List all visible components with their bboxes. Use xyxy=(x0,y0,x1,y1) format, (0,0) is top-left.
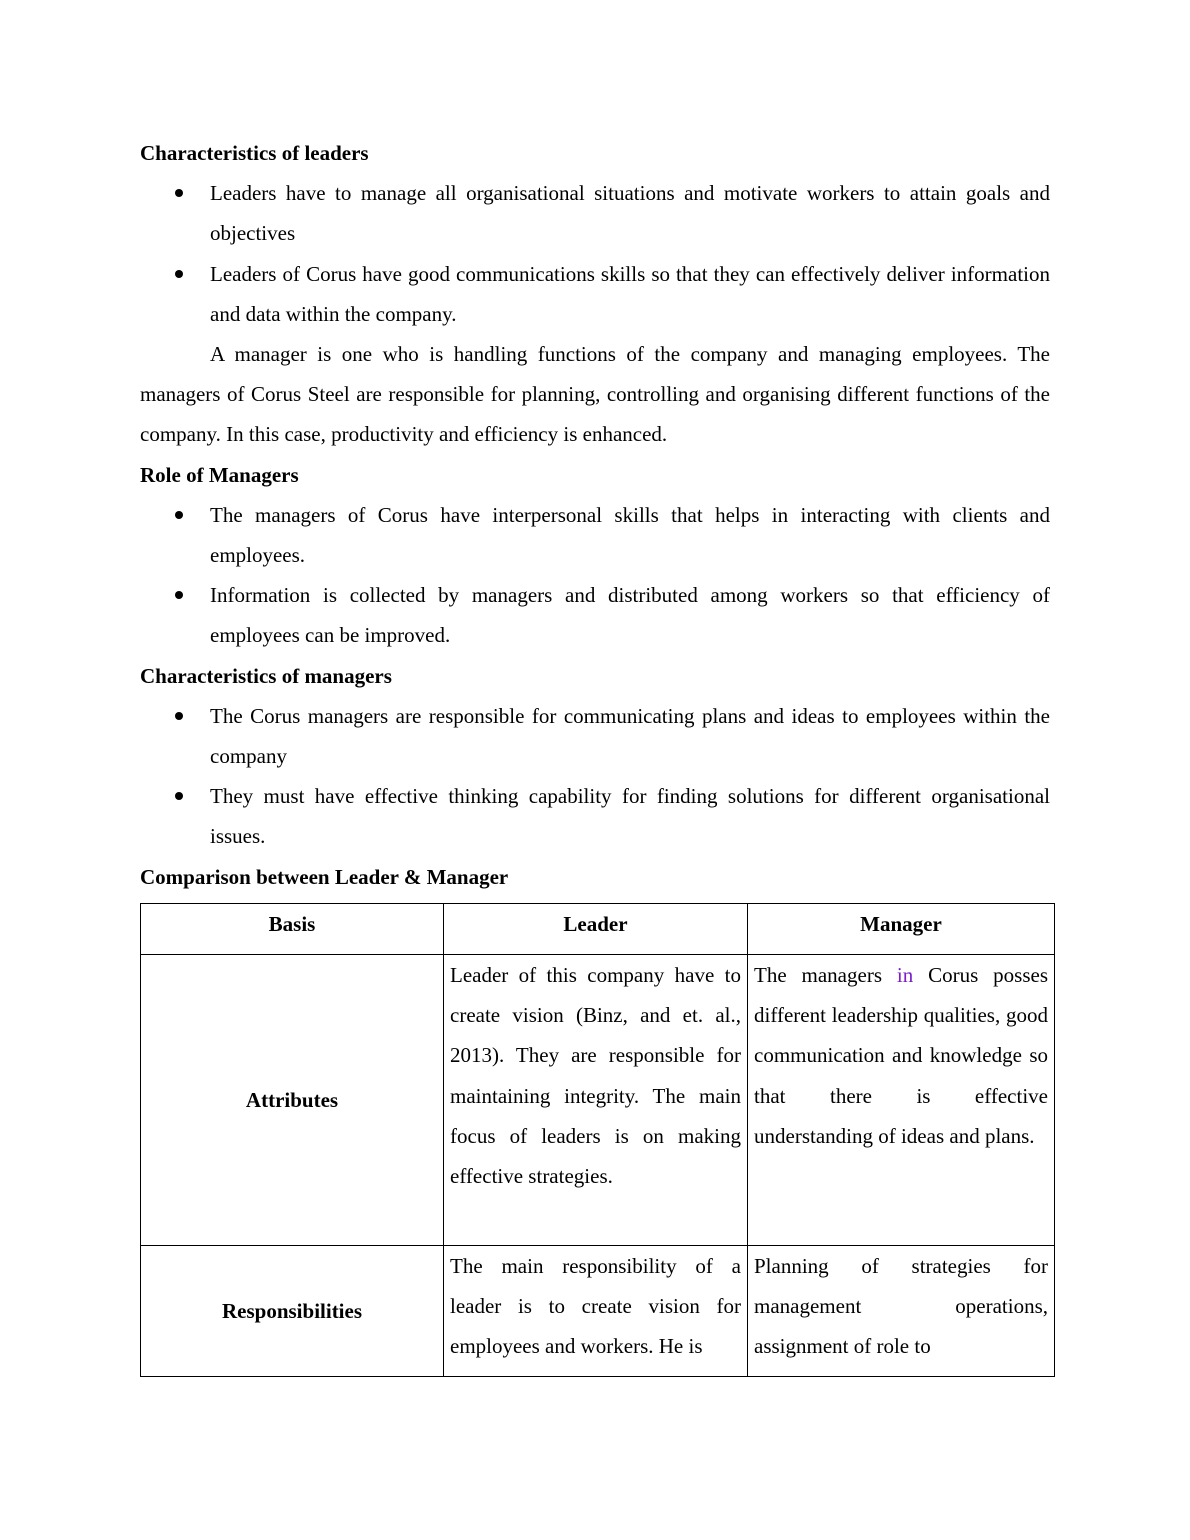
bullet-icon xyxy=(175,511,183,519)
list-item xyxy=(140,254,1050,334)
managers-characteristics-heading: Characteristics of managers xyxy=(140,663,392,688)
manager-cell xyxy=(748,955,1055,1246)
manager-text-start: The managers xyxy=(754,963,897,988)
list-item-text: Information is collected by managers and distributed among workers so that efficiency of employees can be improved. xyxy=(210,583,1050,648)
manager-text-end: Corus posses different leadership qualities, good communication and knowledge so that there is effective understanding of ideas and plans. xyxy=(754,963,1048,1148)
leaders-characteristics-heading: Characteristics of leaders xyxy=(140,141,369,165)
manager-cell-text: Planning of strategies for management operations, assignment of role to xyxy=(754,1254,1048,1359)
list-item-text: Leaders of Corus have good communications skills so that they can effectively deliver information and data within the company. xyxy=(210,261,1050,326)
basis-cell: Responsibilities xyxy=(141,1246,444,1377)
list-item xyxy=(140,495,1050,575)
list-item-text: The managers of Corus have interpersonal skills that helps in interacting with clients and employees. xyxy=(210,502,1050,568)
highlighted-word: in xyxy=(896,963,914,988)
bullet-icon xyxy=(175,591,183,599)
list-item xyxy=(140,575,1050,655)
header-manager: Manager xyxy=(748,903,1055,954)
leaders-bullet-list xyxy=(140,173,1050,334)
leader-cell: Leader of this company have to create vision (Binz, and et. al., 2013). They are responsible for maintaining integrity. The main focus of leaders is on making effective strategies. xyxy=(444,955,748,1246)
bullet-icon xyxy=(175,189,183,197)
manager-cell xyxy=(748,1246,1055,1377)
list-item-text: They must have effective thinking capability for finding solutions for different organisational issues. xyxy=(210,784,1050,849)
header-basis: Basis xyxy=(141,903,444,954)
basis-cell: Attributes xyxy=(141,955,444,1246)
bullet-icon xyxy=(175,270,183,278)
list-item xyxy=(140,776,1050,856)
comparison-table xyxy=(140,903,1055,1377)
bullet-icon xyxy=(175,712,183,720)
leader-cell xyxy=(444,1246,748,1377)
header-leader: Leader xyxy=(444,903,748,954)
comparison-heading: Comparison between Leader & Manager xyxy=(140,864,509,889)
document-page xyxy=(140,133,1050,1377)
list-item-text: Leaders have to manage all organisational situations and motivate workers to attain goals and objectives xyxy=(210,181,1050,246)
managers-bullet-list xyxy=(140,696,1050,857)
manager-paragraph: A manager is one who is handling functions of the company and managing employees. The managers of Corus Steel are responsible for planning, controlling and organising different functions of the company. In this case, productivity and efficiency is enhanced. xyxy=(140,342,1050,447)
table-row xyxy=(141,1246,1055,1377)
leader-cell-text: The main responsibility of a leader is to create vision for employees and workers. He is xyxy=(450,1254,741,1359)
role-bullet-list xyxy=(140,495,1050,656)
table-row xyxy=(141,955,1055,1246)
role-of-managers-heading: Role of Managers xyxy=(140,462,299,487)
list-item xyxy=(140,173,1050,253)
bullet-icon xyxy=(175,792,183,800)
list-item-text: The Corus managers are responsible for communicating plans and ideas to employees within the company xyxy=(210,703,1050,769)
list-item xyxy=(140,696,1050,776)
table-header-row xyxy=(141,903,1055,954)
